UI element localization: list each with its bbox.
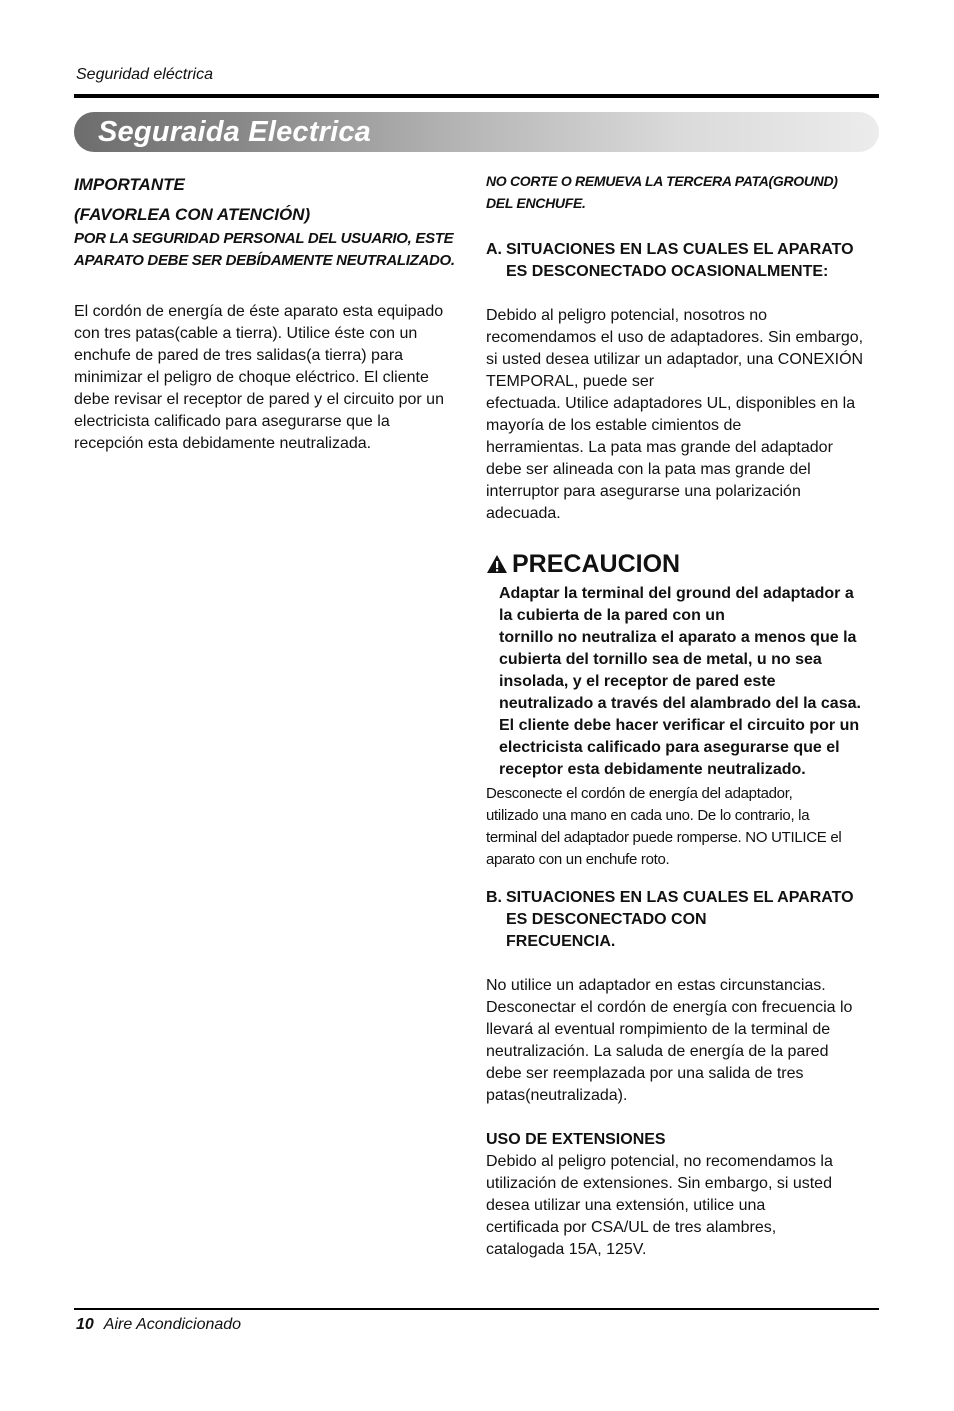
grounding-paragraph [74,301,459,455]
section-line: SITUACIONES EN LAS CUALES EL APARATO [506,889,854,906]
page-title: Seguraida Electrica [98,116,371,148]
page-number: 10 [76,1316,94,1333]
text-line: aparato con un enchufe roto. [486,851,670,868]
section-line: FRECUENCIA. [506,933,616,950]
text-line: TEMPORAL, puede ser [486,373,655,390]
text-line: El cordón de energía de éste aparato esta equipado [74,303,444,320]
top-rule [74,94,879,98]
left-column [74,170,459,455]
extensions-heading: USO DE EXTENSIONES [486,1131,666,1148]
text-line: mayoría de los estable cimientos de [486,417,742,434]
section-letter: B. [486,889,502,906]
section-line: ES DESCONECTADO OCASIONALMENTE: [506,263,829,280]
text-line: Desconectar el cordón de energía con frecuencia lo [486,999,853,1016]
section-line: ES DESCONECTADO CON [506,911,707,928]
caution-title: PRECAUCION [512,550,681,578]
text-line: debe ser alineada con la pata mas grande del [486,461,811,478]
text-line: terminal del adaptador puede romperse. NO UTILICE el [486,829,842,846]
text-line: enchufe de pared de tres salidas(a tierra) para [74,347,404,364]
text-line: catalogada 15A, 125V. [486,1241,647,1258]
section-a-paragraph [486,305,878,525]
text-line: receptor esta debidamente neutralizado. [499,761,806,778]
text-line: Desconecte el cordón de energía del adaptador, [486,785,793,802]
text-line: electricista calificado para asegurarse que el [499,739,840,756]
disconnect-note [486,783,878,871]
text-line: la cubierta de la pared con un [499,607,725,624]
text-line: minimizar el peligro de choque eléctrico. El cliente [74,369,429,386]
page-footer [76,1316,241,1334]
text-line: desea utilizar una extensión, utilice una [486,1197,766,1214]
text-line: herramientas. La pata mas grande del adaptador [486,439,833,456]
text-line: neutralizado a través del alambrado del la casa. [499,695,861,712]
text-line: electricista calificado para asegurarse que la [74,413,390,430]
text-line: recomendamos el uso de adaptadores. Sin embargo, [486,329,864,346]
text-line: utilizado una mano en cada uno. De lo contrario, la [486,807,810,824]
important-line: IMPORTANTE [74,175,185,194]
text-line: interruptor para asegurarse una polarización [486,483,801,500]
text-line: efectuada. Utilice adaptadores UL, disponibles en la [486,395,856,412]
text-line: recepción esta debidamente neutralizada. [74,435,372,452]
caution-body [486,583,878,781]
text-line: No utilice un adaptador en estas circunstancias. [486,977,826,994]
text-line: con tres patas(cable a tierra). Utilice éste con un [74,325,418,342]
text-line: tornillo no neutraliza el aparato a menos que la [499,629,857,646]
section-a-heading [486,239,878,283]
text-line: Debido al peligro potencial, no recomendamos la [486,1153,833,1170]
text-line: cubierta del tornillo sea de metal, u no sea [499,651,822,668]
text-line: APARATO DEBE SER DEBÍDAMENTE NEUTRALIZADO. [74,252,455,269]
safety-note [74,228,459,272]
product-name: Aire Acondicionado [103,1316,242,1333]
no-cut-warning [486,170,878,214]
text-line: neutralización. La saluda de energía de la pared [486,1043,829,1060]
text-line: POR LA SEGURIDAD PERSONAL DEL USUARIO, ESTE [74,230,454,247]
text-line: utilización de extensiones. Sin embargo, si usted [486,1175,832,1192]
extensions-paragraph [486,1151,878,1261]
section-line: SITUACIONES EN LAS CUALES EL APARATO [506,241,854,258]
warning-triangle-icon [486,554,508,574]
caution-heading [486,549,878,579]
text-line: El cliente debe hacer verificar el circuito por un [499,717,860,734]
section-b-paragraph [486,975,878,1107]
text-line: Adaptar la terminal del ground del adaptador a [499,585,854,602]
text-line: insolada, y el receptor de pared este [499,673,776,690]
important-heading [74,170,459,230]
text-line: Debido al peligro potencial, nosotros no [486,307,768,324]
text-line: NO CORTE O REMUEVA LA TERCERA PATA(GROUND) [486,173,838,189]
text-line: adecuada. [486,505,561,522]
running-header: Seguridad eléctrica [76,66,213,83]
text-line: DEL ENCHUFE. [486,195,586,211]
text-line: debe revisar el receptor de pared y el circuito por un [74,391,444,408]
important-line: (FAVORLEA CON ATENCIÓN) [74,205,311,224]
title-bar [74,112,879,152]
text-line: debe ser reemplazada por una salida de tres [486,1065,804,1082]
bottom-rule [74,1308,879,1310]
right-column [486,170,878,1261]
section-letter: A. [486,241,502,258]
text-line: certificada por CSA/UL de tres alambres, [486,1219,777,1236]
text-line: si usted desea utilizar un adaptador, una CONEXIÓN [486,351,864,368]
text-line: llevará al eventual rompimiento de la terminal de [486,1021,831,1038]
section-b-heading [486,887,878,953]
text-line: patas(neutralizada). [486,1087,628,1104]
